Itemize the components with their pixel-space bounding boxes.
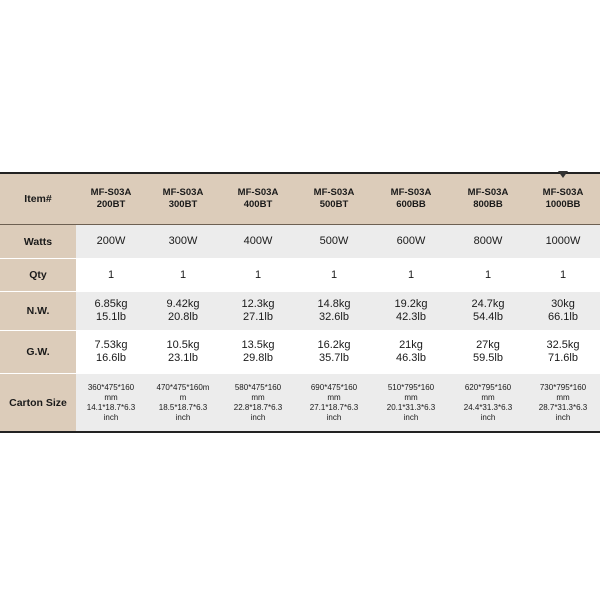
model-header	[526, 173, 600, 225]
watts-cell: 800W	[450, 225, 526, 259]
qty-cell: 1	[296, 259, 372, 292]
nw-cell	[450, 292, 526, 331]
gw-cell	[296, 331, 372, 374]
qty-row	[0, 259, 600, 292]
gw-lb: 29.8lb	[243, 352, 273, 364]
model-variant: 300BT	[168, 199, 198, 210]
model-variant: 600BB	[396, 199, 426, 210]
carton-inch: 18.5*18.7*6.3	[158, 402, 208, 412]
carton-cell	[526, 374, 600, 433]
model-variant: 200BT	[96, 199, 126, 210]
spec-table	[0, 172, 600, 433]
nw-lb: 66.1lb	[548, 311, 578, 323]
nw-cell	[146, 292, 220, 331]
gw-cell	[526, 331, 600, 374]
watts-cell: 500W	[296, 225, 372, 259]
gw-lb: 71.6lb	[548, 352, 578, 364]
gw-cell	[220, 331, 296, 374]
carton-cell	[220, 374, 296, 433]
item-header: Item#	[0, 173, 76, 225]
header-row	[0, 173, 600, 225]
row-label-watts: Watts	[0, 225, 76, 259]
carton-mm: 580*475*160	[234, 382, 282, 392]
carton-mm-unit: mm	[104, 392, 118, 402]
nw-kg: 9.42kg	[166, 298, 200, 310]
model-variant: 400BT	[243, 199, 273, 210]
model-variant: 1000BB	[545, 199, 581, 210]
nw-lb: 20.8lb	[168, 311, 198, 323]
gw-kg: 32.5kg	[546, 339, 580, 351]
model-header	[220, 173, 296, 225]
carton-mm-unit: mm	[556, 392, 570, 402]
gw-lb: 35.7lb	[319, 352, 349, 364]
model-header	[372, 173, 450, 225]
carton-size-row	[0, 374, 600, 433]
carton-inch-unit: inch	[326, 412, 342, 422]
watts-cell: 300W	[146, 225, 220, 259]
carton-inch: 22.8*18.7*6.3	[233, 402, 283, 412]
carton-inch-unit: inch	[175, 412, 191, 422]
nw-cell	[526, 292, 600, 331]
nw-cell	[296, 292, 372, 331]
qty-cell: 1	[526, 259, 600, 292]
carton-inch-unit: inch	[250, 412, 266, 422]
carton-cell	[76, 374, 146, 433]
carton-mm-unit: mm	[251, 392, 265, 402]
nw-lb: 32.6lb	[319, 311, 349, 323]
carton-cell	[372, 374, 450, 433]
gw-kg: 16.2kg	[317, 339, 351, 351]
gw-lb: 23.1lb	[168, 352, 198, 364]
nw-cell	[220, 292, 296, 331]
gw-cell	[450, 331, 526, 374]
carton-inch: 27.1*18.7*6.3	[309, 402, 359, 412]
gw-kg: 21kg	[399, 339, 423, 351]
nw-lb: 15.1lb	[96, 311, 126, 323]
carton-cell	[146, 374, 220, 433]
carton-inch: 24.4*31.3*6.3	[463, 402, 513, 412]
carton-mm-unit: mm	[327, 392, 341, 402]
gw-lb: 16.6lb	[96, 352, 126, 364]
qty-cell: 1	[146, 259, 220, 292]
nw-lb: 27.1lb	[243, 311, 273, 323]
watts-cell: 600W	[372, 225, 450, 259]
model-header	[76, 173, 146, 225]
net-weight-row	[0, 292, 600, 331]
model-variant: 500BT	[319, 199, 349, 210]
watts-cell: 1000W	[526, 225, 600, 259]
nw-cell	[76, 292, 146, 331]
row-label-nw: N.W.	[0, 292, 76, 331]
carton-mm-unit: mm	[481, 392, 495, 402]
gw-kg: 10.5kg	[166, 339, 200, 351]
carton-mm: 620*795*160	[464, 382, 512, 392]
carton-inch-unit: inch	[480, 412, 496, 422]
model-series: MF-S03A	[390, 187, 432, 198]
nw-kg: 24.7kg	[471, 298, 505, 310]
nw-kg: 14.8kg	[317, 298, 351, 310]
gw-kg: 13.5kg	[241, 339, 275, 351]
carton-inch: 28.7*31.3*6.3	[538, 402, 588, 412]
nw-kg: 12.3kg	[241, 298, 275, 310]
model-series: MF-S03A	[237, 187, 279, 198]
carton-mm: 470*475*160m	[156, 382, 210, 392]
triangle-marker-icon	[558, 171, 568, 178]
nw-lb: 42.3lb	[396, 311, 426, 323]
model-series: MF-S03A	[162, 187, 204, 198]
nw-lb: 54.4lb	[473, 311, 503, 323]
model-series: MF-S03A	[90, 187, 132, 198]
carton-mm-unit: m	[179, 392, 187, 402]
gw-kg: 27kg	[476, 339, 500, 351]
model-header	[450, 173, 526, 225]
watts-row	[0, 225, 600, 259]
carton-cell	[450, 374, 526, 433]
carton-mm-unit: mm	[404, 392, 418, 402]
carton-mm: 690*475*160	[310, 382, 358, 392]
carton-mm: 360*475*160	[87, 382, 135, 392]
carton-inch: 20.1*31.3*6.3	[386, 402, 436, 412]
watts-cell: 400W	[220, 225, 296, 259]
nw-cell	[372, 292, 450, 331]
nw-kg: 6.85kg	[94, 298, 128, 310]
carton-inch-unit: inch	[103, 412, 119, 422]
gw-cell	[76, 331, 146, 374]
carton-inch-unit: inch	[403, 412, 419, 422]
qty-cell: 1	[76, 259, 146, 292]
model-header	[296, 173, 372, 225]
gw-kg: 7.53kg	[94, 339, 128, 351]
gw-cell	[146, 331, 220, 374]
model-variant: 800BB	[473, 199, 503, 210]
row-label-qty: Qty	[0, 259, 76, 292]
gross-weight-row	[0, 331, 600, 374]
model-series: MF-S03A	[467, 187, 509, 198]
gw-lb: 59.5lb	[473, 352, 503, 364]
carton-mm: 730*795*160	[539, 382, 587, 392]
qty-cell: 1	[220, 259, 296, 292]
gw-cell	[372, 331, 450, 374]
carton-mm: 510*795*160	[387, 382, 435, 392]
model-series: MF-S03A	[313, 187, 355, 198]
carton-inch-unit: inch	[555, 412, 571, 422]
carton-inch: 14.1*18.7*6.3	[86, 402, 136, 412]
watts-cell: 200W	[76, 225, 146, 259]
carton-cell	[296, 374, 372, 433]
row-label-carton: Carton Size	[0, 374, 76, 433]
qty-cell: 1	[372, 259, 450, 292]
model-header	[146, 173, 220, 225]
nw-kg: 19.2kg	[394, 298, 428, 310]
row-label-gw: G.W.	[0, 331, 76, 374]
qty-cell: 1	[450, 259, 526, 292]
gw-lb: 46.3lb	[396, 352, 426, 364]
model-series: MF-S03A	[542, 187, 584, 198]
nw-kg: 30kg	[551, 298, 575, 310]
